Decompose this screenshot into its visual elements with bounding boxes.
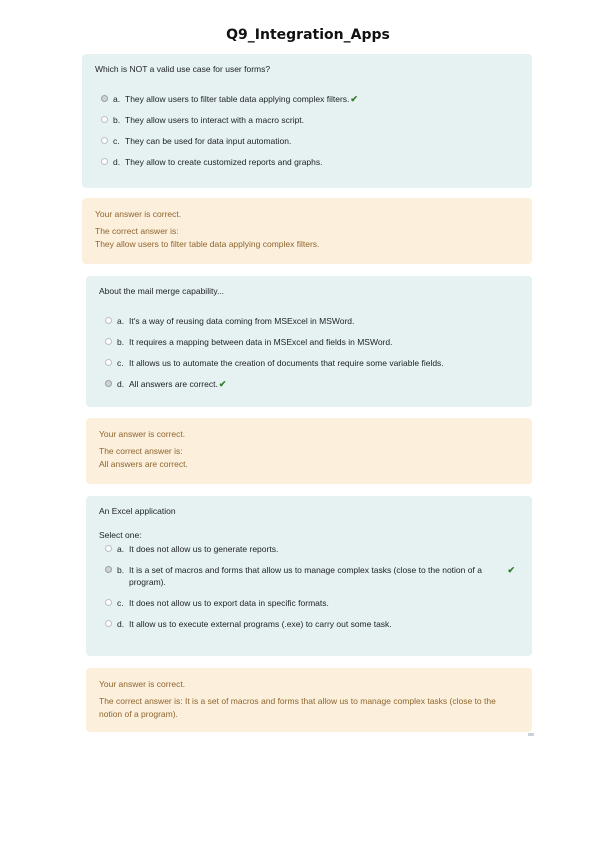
option-letter: d. [117,619,125,629]
question-3-card [86,496,532,656]
option-c[interactable] [99,597,519,609]
feedback-status: Your answer is correct. [99,429,186,439]
feedback-status: Your answer is correct. [95,209,182,219]
radio-button[interactable] [101,137,108,144]
radio-button[interactable] [105,599,112,606]
option-text: They allow users to interact with a macro script. [125,115,305,125]
option-letter: b. [117,565,125,575]
option-d[interactable] [95,156,519,168]
option-text: It's a way of reusing data coming from MSExcel in MSWord. [129,316,355,326]
option-a[interactable] [99,543,519,555]
question-2-text: About the mail merge capability... [99,286,225,296]
radio-button[interactable] [105,317,112,324]
question-3-text: An Excel application [99,506,176,516]
radio-button[interactable] [101,158,108,165]
resize-handle [528,733,534,736]
feedback-1 [82,198,532,264]
question-1-options [95,93,519,168]
correct-answer-label: The correct answer is: [95,226,179,236]
radio-button-selected[interactable] [105,566,112,573]
radio-button[interactable] [105,545,112,552]
option-text: They allow to create customized reports and graphs. [125,157,323,167]
feedback-2 [86,418,532,484]
option-letter: d. [117,379,125,389]
radio-button[interactable] [105,359,112,366]
option-letter: c. [117,358,124,368]
radio-button[interactable] [105,620,112,627]
option-letter: a. [117,544,125,554]
option-text: All answers are correct. [129,379,218,389]
option-text: It allow us to execute external programs (.exe) to carry out some task. [129,619,392,629]
option-letter: c. [113,136,120,146]
check-icon: ✔ [218,379,227,389]
option-letter: b. [113,115,121,125]
option-a[interactable] [99,315,519,327]
option-text: They can be used for data input automation. [125,136,292,146]
option-d[interactable] [99,378,519,390]
option-text: It allows us to automate the creation of documents that require some variable fields. [129,358,444,368]
radio-button[interactable] [105,338,112,345]
option-b[interactable] [99,336,519,348]
check-icon: ✔ [350,94,358,104]
option-b[interactable] [99,564,519,588]
question-3-options [99,543,519,630]
option-a[interactable] [95,93,519,105]
option-c[interactable] [95,135,519,147]
option-letter: d. [113,157,121,167]
question-1-text: Which is NOT a valid use case for user forms? [95,64,271,74]
correct-answer-text: All answers are correct. [99,459,188,469]
page-title: Q9_Integration_Apps [226,27,390,43]
radio-button-selected[interactable] [101,95,108,102]
option-text: They allow users to filter table data applying complex filters. [125,94,350,104]
option-text: It does not allow us to export data in specific formats. [129,598,329,608]
correct-answer-text: The correct answer is: It is a set of macros and forms that allow us to manage complex tasks (close to the notion of a program). [99,696,496,719]
radio-button[interactable] [101,116,108,123]
correct-answer-label: The correct answer is: [99,446,183,456]
option-b[interactable] [95,114,519,126]
select-one-prompt: Select one: [99,530,142,540]
question-2-card [86,276,532,407]
radio-button-selected[interactable] [105,380,112,387]
option-text: It requires a mapping between data in MSExcel and fields in MSWord. [129,337,393,347]
feedback-status: Your answer is correct. [99,679,186,689]
option-d[interactable] [99,618,519,630]
option-text: It does not allow us to generate reports. [129,544,279,554]
feedback-3 [86,668,532,732]
check-icon: ✔ [507,565,515,575]
correct-answer-text: They allow users to filter table data applying complex filters. [95,239,320,249]
question-2-options [99,315,519,390]
option-letter: a. [113,94,121,104]
option-letter: c. [117,598,124,608]
option-text: It is a set of macros and forms that allow us to manage complex tasks (close to the notion of a program). [129,565,482,587]
option-letter: a. [117,316,125,326]
question-1-card [82,54,532,188]
option-c[interactable] [99,357,519,369]
option-letter: b. [117,337,125,347]
